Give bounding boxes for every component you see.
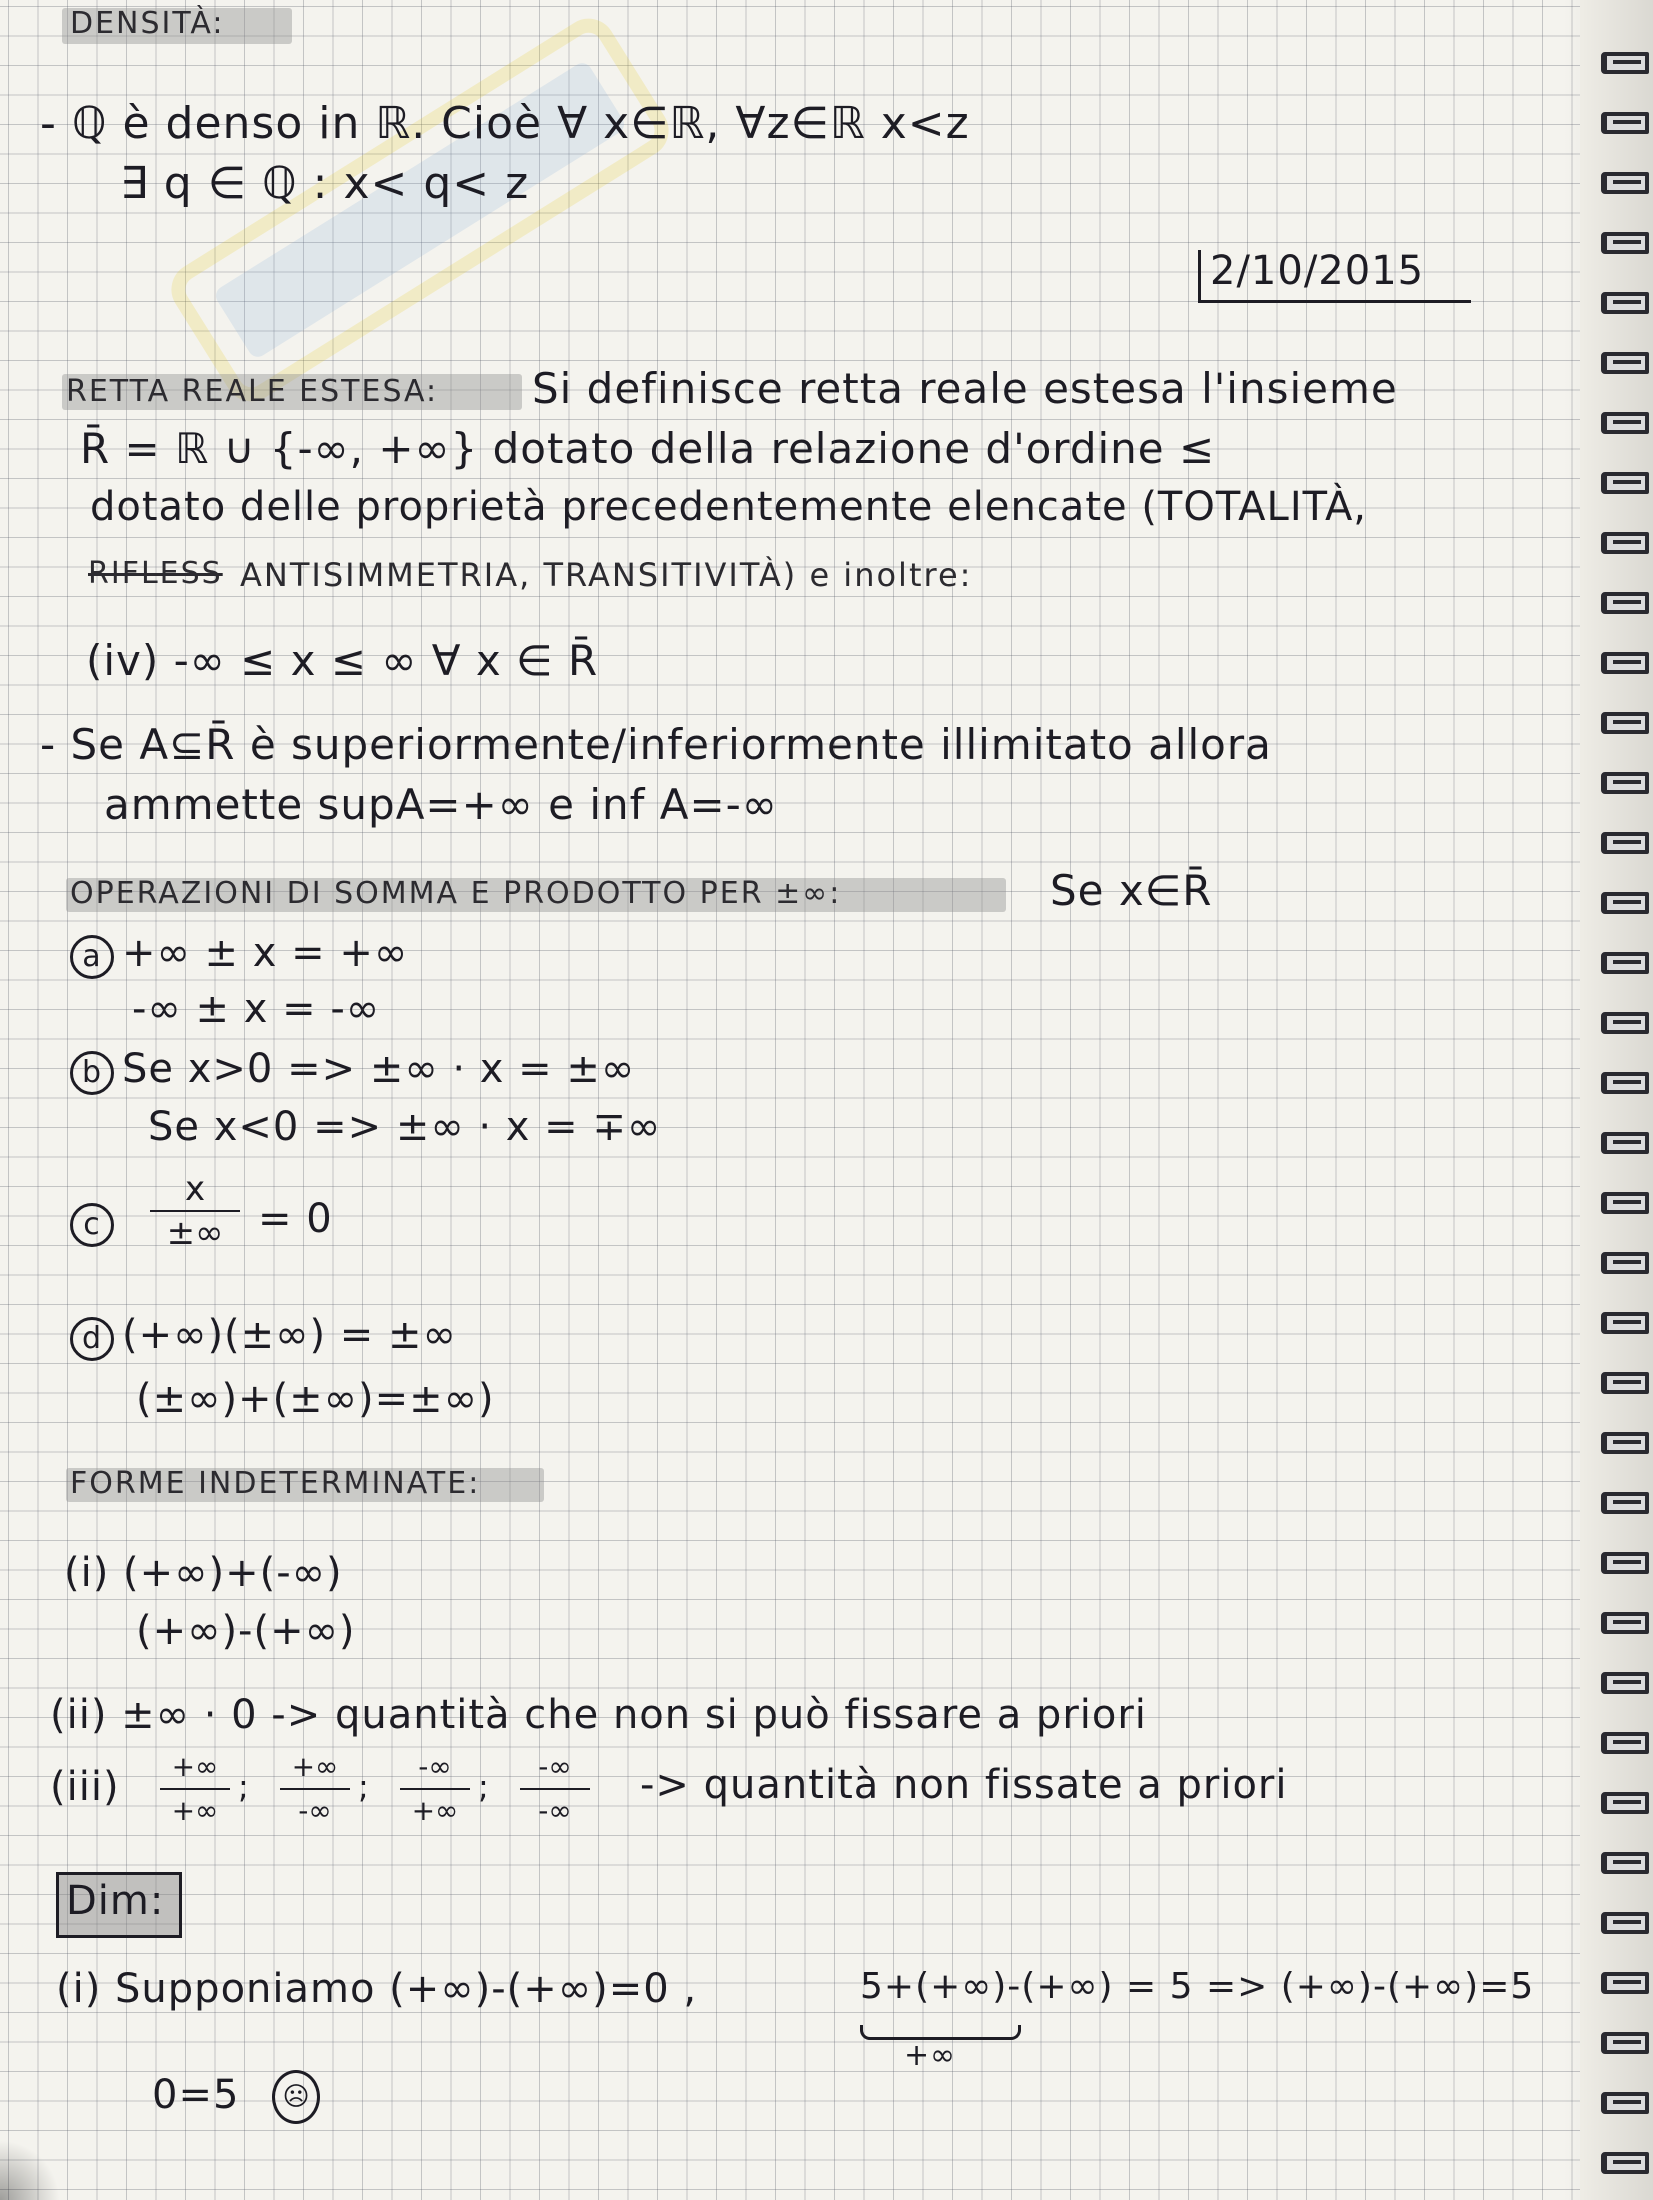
op-a-1 bbox=[70, 930, 408, 979]
fraction-bar bbox=[400, 1788, 470, 1790]
op-b-label: b bbox=[70, 1051, 114, 1095]
dim-line-1-mid: 5+(+∞)-(+∞) = 5 => (+∞)-(+∞)=5 bbox=[860, 1966, 1535, 2007]
fraction-separator: ; bbox=[238, 1768, 250, 1806]
fraction-numerator: -∞ bbox=[418, 1750, 452, 1783]
forme-iii-fraction bbox=[520, 1748, 590, 1830]
binding-ring bbox=[1601, 2092, 1649, 2114]
op-d-label: d bbox=[70, 1317, 114, 1361]
binding-ring bbox=[1601, 1012, 1649, 1034]
op-b-2: Se x<0 => ±∞ · x = ∓∞ bbox=[148, 1104, 662, 1150]
fraction-numerator: +∞ bbox=[291, 1750, 339, 1783]
op-d-1 bbox=[70, 1312, 457, 1361]
dim-line-1-start: (i) Supponiamo (+∞)-(+∞)=0 , bbox=[56, 1966, 698, 2012]
fraction-numerator: +∞ bbox=[171, 1750, 219, 1783]
forme-ii: (ii) ±∞ · 0 -> quantità che non si può fissare a priori bbox=[50, 1692, 1147, 1738]
op-a-1-text: +∞ ± x = +∞ bbox=[122, 930, 409, 976]
binding-ring bbox=[1601, 1792, 1649, 1814]
binding-ring bbox=[1601, 1492, 1649, 1514]
binding-ring bbox=[1601, 952, 1649, 974]
fraction-separator: ; bbox=[478, 1768, 490, 1806]
fraction-bar bbox=[150, 1210, 240, 1212]
op-c-fraction bbox=[150, 1170, 240, 1252]
retta-line-2: R̄ = ℝ ∪ {-∞, +∞} dotato della relazione d'ordine ≤ bbox=[80, 424, 1216, 473]
sad-face-icon: ☹ bbox=[272, 2070, 320, 2124]
binding-ring bbox=[1601, 1432, 1649, 1454]
binding-ring bbox=[1601, 1552, 1649, 1574]
retta-line-4-strike: RIFLESS bbox=[88, 556, 223, 591]
binding-ring bbox=[1601, 1252, 1649, 1274]
op-c-numerator: x bbox=[184, 1169, 206, 1209]
binding-ring bbox=[1601, 1372, 1649, 1394]
op-c bbox=[70, 1198, 122, 1247]
forme-iii-fraction bbox=[160, 1748, 230, 1830]
retta-line-5: (iv) -∞ ≤ x ≤ ∞ ∀ x ∈ R̄ bbox=[86, 636, 599, 685]
op-c-eq: = 0 bbox=[258, 1196, 333, 1242]
binding-ring bbox=[1601, 832, 1649, 854]
binding-ring bbox=[1601, 1192, 1649, 1214]
binding-ring bbox=[1601, 1972, 1649, 1994]
fraction-denominator: +∞ bbox=[411, 1794, 459, 1827]
binding-ring bbox=[1601, 112, 1649, 134]
fraction-bar bbox=[160, 1788, 230, 1790]
forme-i-2: (+∞)-(+∞) bbox=[136, 1608, 356, 1654]
binding-ring bbox=[1601, 1912, 1649, 1934]
op-b-1-text: Se x>0 => ±∞ · x = ±∞ bbox=[122, 1046, 636, 1092]
fraction-denominator: -∞ bbox=[538, 1794, 572, 1827]
binding-ring bbox=[1601, 712, 1649, 734]
underbrace-label: +∞ bbox=[904, 2038, 957, 2073]
op-d-1-text: (+∞)(±∞) = ±∞ bbox=[122, 1312, 457, 1358]
binding-ring bbox=[1601, 1612, 1649, 1634]
op-a-label: a bbox=[70, 935, 114, 979]
binding-ring bbox=[1601, 412, 1649, 434]
fraction-bar bbox=[520, 1788, 590, 1790]
binding-ring bbox=[1601, 352, 1649, 374]
binding-ring bbox=[1601, 1852, 1649, 1874]
fraction-denominator: -∞ bbox=[298, 1794, 332, 1827]
retta-line-7: ammette supA=+∞ e inf A=-∞ bbox=[104, 780, 778, 829]
retta-line-4: ANTISIMMETRIA, TRANSITIVITÀ) e inoltre: bbox=[240, 556, 973, 594]
forme-heading: FORME INDETERMINATE: bbox=[70, 1466, 481, 1501]
binding-ring bbox=[1601, 772, 1649, 794]
fraction-separator: ; bbox=[358, 1768, 370, 1806]
densita-heading: DENSITÀ: bbox=[70, 6, 225, 41]
op-b-1 bbox=[70, 1046, 635, 1095]
binding-ring bbox=[1601, 592, 1649, 614]
dim-heading: Dim: bbox=[66, 1878, 165, 1924]
binding-ring bbox=[1601, 532, 1649, 554]
fraction-numerator: -∞ bbox=[538, 1750, 572, 1783]
operazioni-heading: OPERAZIONI DI SOMMA E PRODOTTO PER ±∞: bbox=[70, 876, 842, 911]
densita-line-2: ∃ q ∈ ℚ : x< q< z bbox=[120, 158, 530, 209]
retta-line-6: - Se A⊆R̄ è superiormente/inferiormente illimitato allora bbox=[40, 720, 1272, 769]
binding-ring bbox=[1601, 1072, 1649, 1094]
fraction-denominator: +∞ bbox=[171, 1794, 219, 1827]
binding-ring bbox=[1601, 1672, 1649, 1694]
binding-ring bbox=[1601, 2032, 1649, 2054]
spiral-binding bbox=[1581, 0, 1653, 2200]
forme-iii-fraction bbox=[280, 1748, 350, 1830]
binding-ring bbox=[1601, 52, 1649, 74]
binding-ring bbox=[1601, 652, 1649, 674]
retta-line-1: Si definisce retta reale estesa l'insieme bbox=[532, 364, 1398, 413]
op-d-2: (±∞)+(±∞)=±∞) bbox=[136, 1376, 495, 1422]
binding-ring bbox=[1601, 172, 1649, 194]
op-c-denominator: ±∞ bbox=[166, 1213, 224, 1253]
forme-iii-text: -> quantità non fissate a priori bbox=[640, 1762, 1288, 1808]
forme-iii-fraction bbox=[400, 1748, 470, 1830]
operazioni-condition: Se x∈R̄ bbox=[1050, 866, 1213, 915]
op-c-label: c bbox=[70, 1203, 114, 1247]
binding-ring bbox=[1601, 1132, 1649, 1154]
binding-ring bbox=[1601, 892, 1649, 914]
retta-line-3: dotato delle proprietà precedentemente elencate (TOTALITÀ, bbox=[90, 484, 1368, 530]
binding-ring bbox=[1601, 232, 1649, 254]
binding-ring bbox=[1601, 1312, 1649, 1334]
fraction-bar bbox=[280, 1788, 350, 1790]
op-a-2: -∞ ± x = -∞ bbox=[132, 986, 381, 1032]
forme-i-1: (i) (+∞)+(-∞) bbox=[64, 1550, 343, 1596]
dim-line-2: 0=5 bbox=[152, 2072, 240, 2118]
retta-heading: RETTA REALE ESTESA: bbox=[66, 374, 439, 409]
binding-ring bbox=[1601, 292, 1649, 314]
date: 2/10/2015 bbox=[1210, 248, 1425, 294]
page-corner-shadow bbox=[0, 2140, 60, 2200]
binding-ring bbox=[1601, 1732, 1649, 1754]
densita-line-1: - ℚ è denso in ℝ. Cioè ∀ x∈ℝ, ∀z∈ℝ x<z bbox=[40, 98, 970, 149]
binding-ring bbox=[1601, 2152, 1649, 2174]
binding-ring bbox=[1601, 472, 1649, 494]
forme-iii-label: (iii) bbox=[50, 1764, 120, 1810]
